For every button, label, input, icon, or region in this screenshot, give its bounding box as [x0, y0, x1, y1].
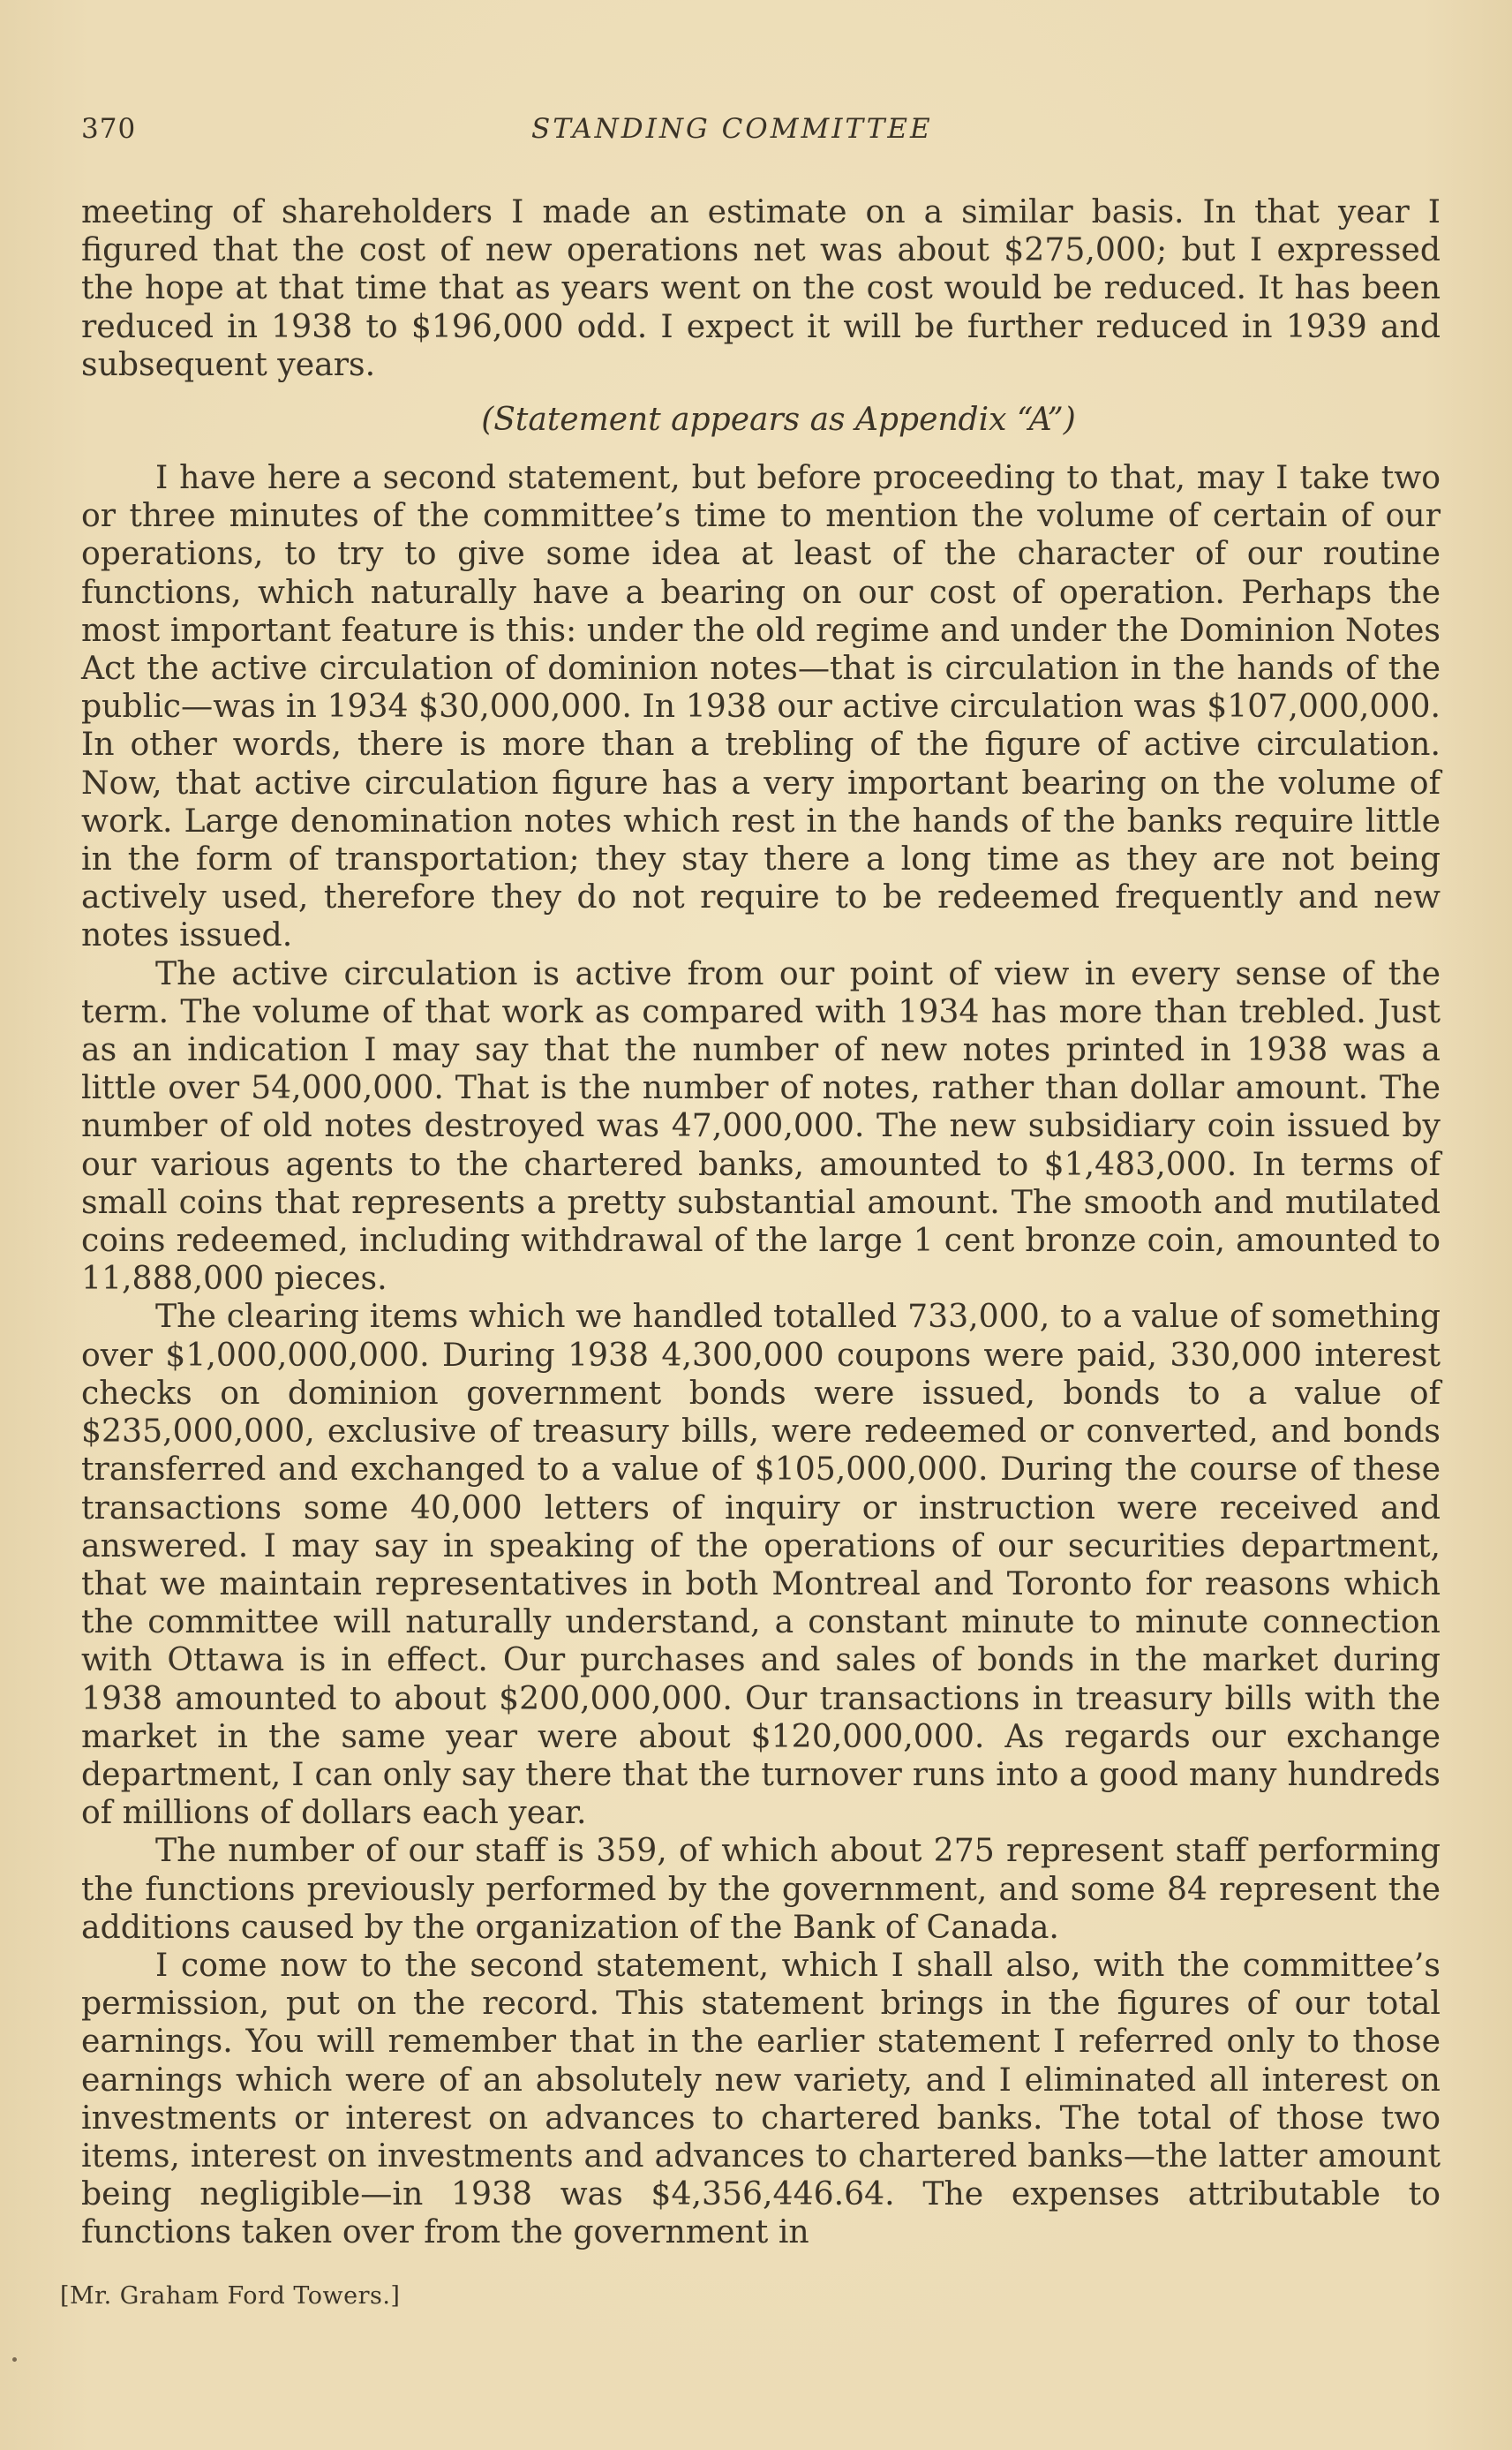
paragraph-1: meeting of shareholders I made an estimate on a similar basis. In that year I figured that the cost of new operations net was about $275,000; but I expressed the hope at that time that as years went on the cost would be reduced. It has been reduced in 1938 to $196,000 odd. I expect it will be further reduced in 1939 and subsequent years. [81, 192, 1441, 383]
paragraph-3: The active circulation is active from our point of view in every sense of the term. The volume of that work as compared with 1934 has more than trebled. Just as an indication I may say that the number of new notes printed in 1938 was a little over 54,000,000. That is the number of notes, rather than dollar amount. The number of old notes destroyed was 47,000,000. The new subsidiary coin issued by our various agents to the chartered banks, amounted to $1,483,000. In terms of small coins that represents a pretty substantial amount. The smooth and mutilated coins redeemed, including withdrawal of the large 1 cent bronze coin, amounted to 11,888,000 pieces. [81, 954, 1441, 1298]
page-number: 370 [81, 113, 137, 145]
running-header [81, 113, 1441, 157]
body-text [81, 192, 1441, 2251]
appendix-caption: (Statement appears as Appendix “A”) [481, 402, 1076, 439]
document-page [81, 113, 1441, 2251]
paragraph-5: The number of our staff is 359, of which about 275 represent staff performing the functions previously performed by the government, and some 84 represent the additions caused by the organization of the Bank of Canada. [81, 1831, 1441, 1946]
running-title: STANDING COMMITTEE [531, 113, 933, 145]
paragraph-4: The clearing items which we handled totalled 733,000, to a value of something over $1,000,000,000. During 1938 4,300,000 coupons were paid, 330,000 interest checks on dominion government bonds were issued, bonds to a value of $235,000,000, exclusive of treasury bills, were redeemed or converted, and bonds transferred and exchanged to a value of $105,000,000. During the course of these transactions some 40,000 letters of inquiry or instruction were received and answered. I may say in speaking of the operations of our securities department, that we maintain representatives in both Montreal and Toronto for reasons which the committee will naturally understand, a constant minute to minute connection with Ottawa is in effect. Our purchases and sales of bonds in the market during 1938 amounted to about $200,000,000. Our transactions in treasury bills with the market in the same year were about $120,000,000. As regards our exchange department, I can only say there that the turnover runs into a good many hundreds of millions of dollars each year. [81, 1297, 1441, 1832]
paragraph-6: I come now to the second statement, which I shall also, with the committee’s permission, put on the record. This statement brings in the figures of our total earnings. You will remember that in the earlier statement I referred only to those earnings which were of an absolutely new variety, and I eliminated all interest on investments or interest on advances to chartered banks. The total of those two items, interest on investments and advances to chartered banks—the latter amount being negligible—in 1938 was $4,356,446.64. The expenses attributable to functions taken over from the government in [81, 1945, 1441, 2251]
ink-speck [12, 2357, 17, 2362]
paragraph-2: I have here a second statement, but before proceeding to that, may I take two or three minutes of the committee’s time to mention the volume of certain of our operations, to try to give some idea at least of the character of our routine functions, which naturally have a bearing on our cost of operation. Perhaps the most important feature is this: under the old regime and under the Dominion Notes Act the active circulation of dominion notes—that is circulation in the hands of the public—was in 1934 $30,000,000. In 1938 our active circulation was $107,000,000. In other words, there is more than a trebling of the figure of active circulation. Now, that active circulation figure has a very important bearing on the volume of work. Large denomination notes which rest in the hands of the banks require little in the form of transportation; they stay there a long time as they are not being actively used, therefore they do not require to be redeemed frequently and new notes issued. [81, 458, 1441, 954]
speaker-attribution: [Mr. Graham Ford Towers.] [60, 2282, 401, 2310]
